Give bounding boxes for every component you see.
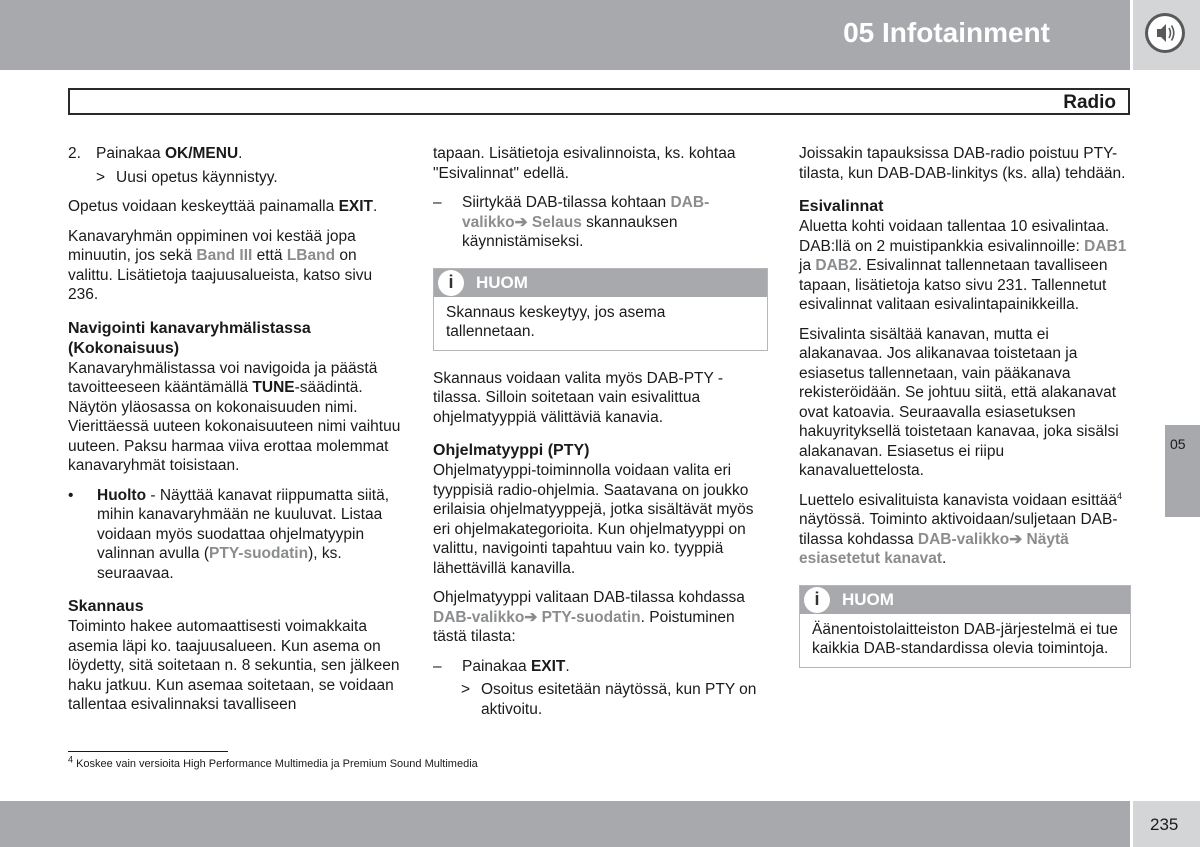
paragraph: Kanavaryhmälistassa voi navigoida ja päästä tavoitteeseen kääntämällä TUNE-säädintä. Näytön yläosassa on kokonaisuuden nimi. Vierittäessä uuteen kokonaisuuteen nimi vaihtuu uuteen. Paksu harmaa viiva erottaa molemmat kanavaryhmät toisistaan. — [68, 359, 401, 474]
arrow-icon: ➔ — [514, 213, 528, 231]
page-number-box — [1133, 801, 1200, 847]
paragraph: Luettelo esivalituista kanavista voidaan esittää$^4$ näytössä. Toiminto aktivoidaan/suljetaan DAB-tilassa kohdassa DAB-valikko➔ Näytä esiasetetut kanavat. — [799, 490, 1122, 567]
subheading: Navigointi kanavaryhmälistassa (Kokonaisuus) — [68, 319, 311, 357]
bullet-item: • Huolto - Näyttää kanavat riippumatta siitä, mihin kanavaryhmään ne kuuluvat. Listaa voidaan myös suodattaa ohjelmatyypin valinnan avulla (PTY-suodatin), ks. seuraavaa. — [68, 486, 390, 582]
paragraph: Joissakin tapauksissa DAB-radio poistuu PTY-tilasta, kun DAB-DAB-linkitys (ks. alla) tehdään. — [799, 145, 1126, 182]
note-box — [433, 268, 768, 351]
section-title: Radio — [1063, 92, 1116, 113]
chapter-icon-box — [1133, 0, 1200, 70]
chapter-tab: 05 — [1165, 425, 1200, 517]
info-icon: i — [804, 587, 830, 613]
subheading: Ohjelmatyyppi (PTY) — [433, 442, 590, 459]
paragraph: Ohjelmatyyppi valitaan DAB-tilassa kohdassa DAB-valikko➔ PTY-suodatin. Poistuminen tästä tilasta: — [433, 589, 745, 645]
paragraph: Kanavaryhmän oppiminen voi kestää jopa minuutin, jos sekä Band III että LBand on valittu. Lisätietoja taajuusalueista, katso sivu 236. — [68, 227, 373, 303]
paragraph: Skannaus voidaan valita myös DAB-PTY -tilassa. Silloin soitetaan vain esivalittua ohjelmatyyppiä välittäviä kanavia. — [433, 369, 724, 426]
step-text: Painakaa OK/MENU. — [96, 145, 243, 162]
step-number: 2. — [68, 145, 81, 162]
step-item — [68, 144, 403, 164]
subheading: Esivalinnat — [799, 198, 884, 215]
paragraph: Aluetta kohti voidaan tallentaa 10 esivalintaa. DAB:llä on 2 muistipankkia esivalinnoille: DAB1 ja DAB2. Esivalinnat tallennetaan tavalliseen tapaan, lisätietoja katso sivu 231. Tallennetut esivalinnat valitaan esivalintapainikkeilla. — [799, 218, 1127, 313]
speaker-icon — [1145, 13, 1185, 53]
paragraph: tapaan. Lisätietoja esivalinnoista, ks. kohtaa "Esivalinnat" edellä. — [433, 145, 736, 182]
chapter-title: 05 Infotainment — [843, 17, 1050, 48]
paragraph: Opetus voidaan keskeyttää painamalla EXIT. — [68, 198, 378, 215]
step-result: > Osoitus esitetään näytössä, kun PTY on aktivoitu. — [461, 681, 757, 718]
footer-bar — [0, 801, 1130, 847]
column-2 — [433, 144, 768, 719]
note-title: HUOM — [842, 589, 894, 609]
note-body: Skannaus keskeytyy, jos asema tallennetaan. — [446, 303, 666, 340]
arrow-icon: ➔ — [1009, 530, 1023, 548]
dash-item: – Painakaa EXIT. — [433, 657, 570, 675]
column-3 — [799, 144, 1131, 686]
paragraph: Toiminto hakee automaattisesti voimakkaita asemia läpi ko. taajuusalueen. Kun asema on löydetty, sitä soitetaan n. 8 sekuntia, sen jälkeen haku jatkuu. Kun asemaa soitetaan, se voidaan tallentaa esivalinnaksi tavalliseen — [68, 618, 400, 713]
step-result: > Uusi opetus käynnistyy. — [96, 168, 278, 186]
footnote-divider — [68, 751, 228, 752]
section-header — [68, 88, 1130, 115]
column-1 — [68, 144, 403, 725]
dash-item: – Siirtykää DAB-tilassa kohtaan DAB-valikko➔ Selaus skannauksen käynnistämiseksi. — [433, 194, 710, 250]
page-number: 235 — [1150, 815, 1179, 834]
info-icon: i — [438, 270, 464, 296]
note-body: Äänentoistolaitteiston DAB-järjestelmä ei tue kaikkia DAB-standardissa olevia toimintoja. — [812, 620, 1118, 657]
footnote: $^4$ Koskee vain versioita High Performance Multimedia ja Premium Sound Multimedia — [68, 754, 478, 770]
paragraph: Esivalinta sisältää kanavan, mutta ei alakanavaa. Jos alikanavaa toistetaan ja esiasetus tallennetaan, vain pääkanava rekisteröidään. Se johtuu siitä, että alakanavat ovat katoavia. Seuraavalla esiasetuksen hakuyrityksellä toistetaan kanavaa, joka sisälsi alakanavan. Esiasetus ei riipu kanavaluettelosta. — [799, 325, 1119, 479]
note-title: HUOM — [476, 272, 528, 292]
arrow-icon: ➔ — [524, 608, 538, 626]
paragraph: Ohjelmatyyppi-toiminnolla voidaan valita eri tyyppisiä radio-ohjelmia. Saatavana on joukko erilaisia ohjelmatyyppejä, jotka sisältävät myös eri ohjelmakategorioita. Kun ohjelmatyyppi on valittu, navigointi tapahtuu vain ko. tyyppiä lähettävillä kanavilla. — [433, 462, 754, 577]
subheading: Skannaus — [68, 598, 144, 615]
note-box — [799, 585, 1131, 668]
header-bar — [0, 0, 1130, 70]
